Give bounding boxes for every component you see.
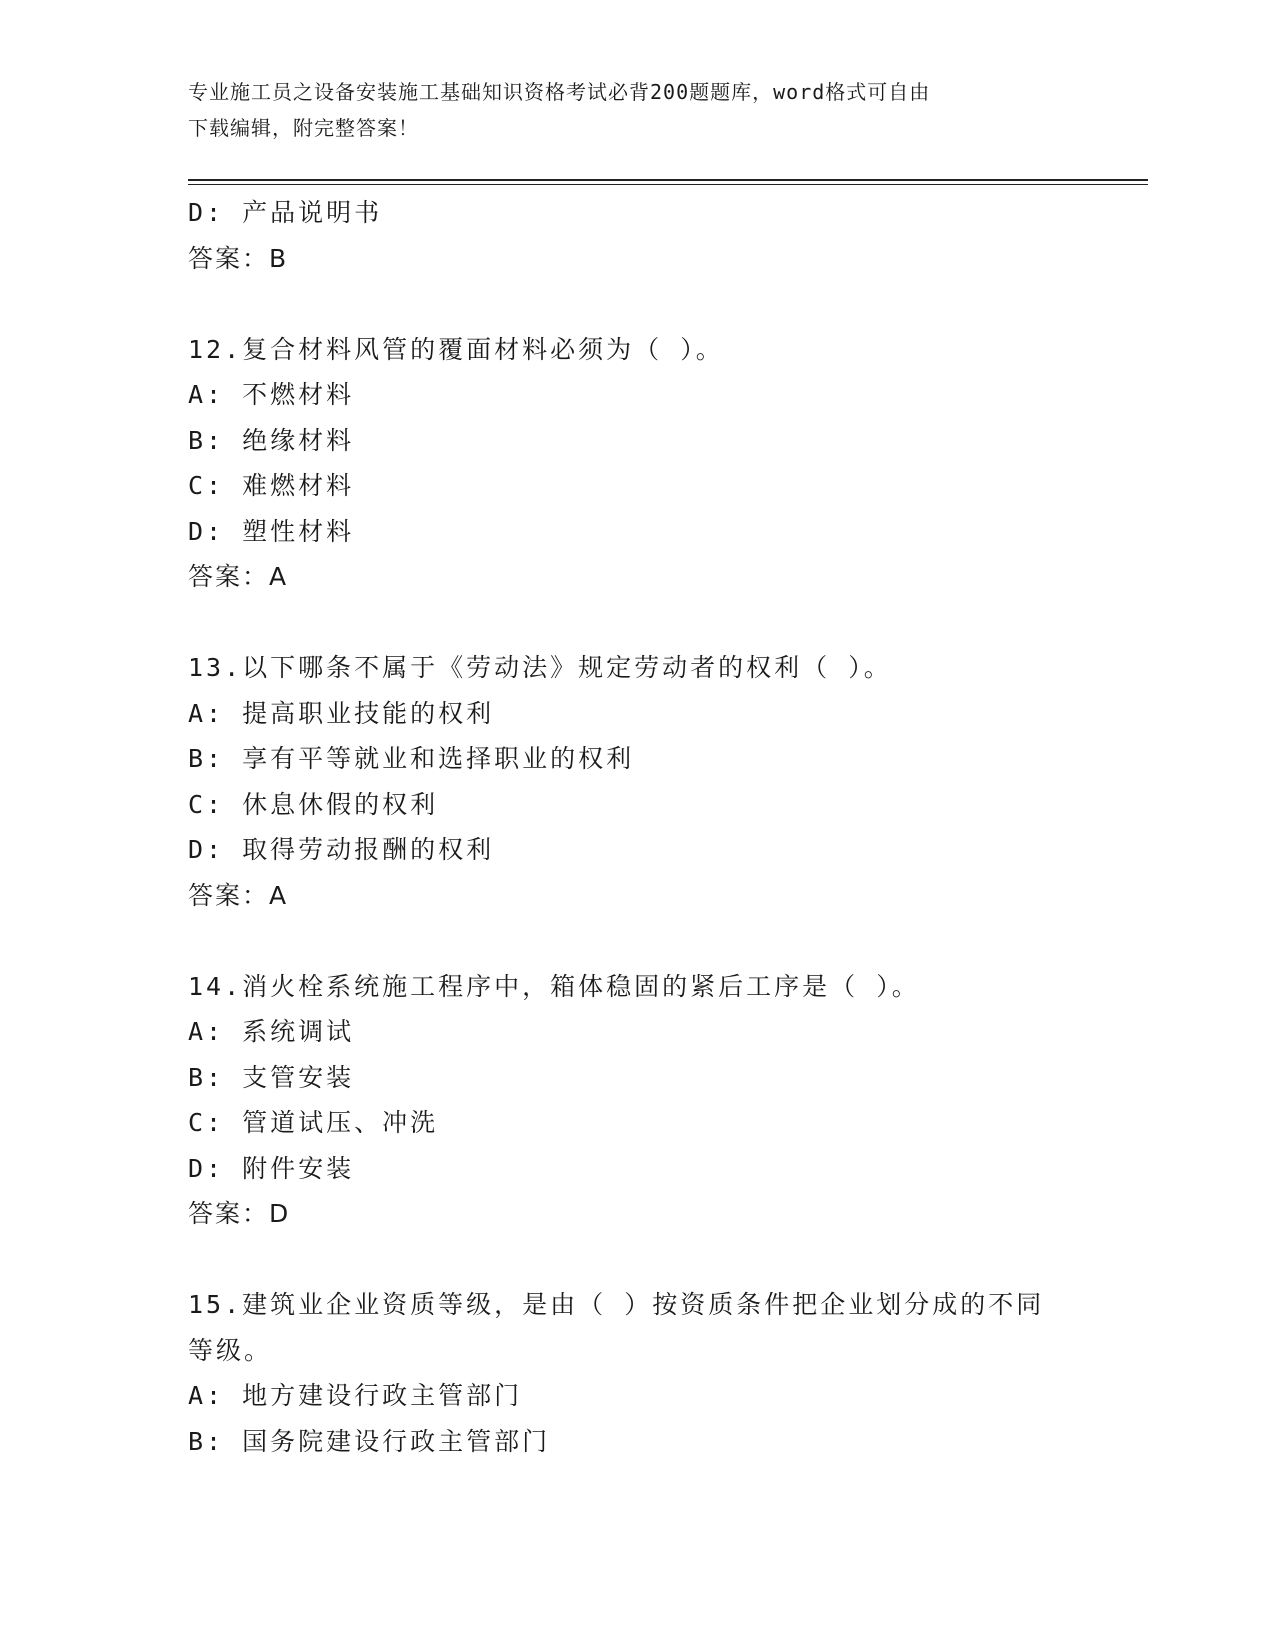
option-a: A: 系统调试 <box>188 1017 355 1046</box>
option-b: B: 国务院建设行政主管部门 <box>188 1426 551 1456</box>
option-d: D: 附件安装 <box>188 1153 355 1183</box>
option-c: C: 难燃材料 <box>188 471 355 500</box>
header-line-1: 专业施工员之设备安装施工基础知识资格考试必背200题题库，word格式可自由 <box>188 80 931 104</box>
question-stem: 14.消火栓系统施工程序中，箱体稳固的紧后工序是（ ）。 <box>188 971 920 1001</box>
question-list <box>188 190 1108 1464</box>
option-d: D: 塑性材料 <box>188 516 355 546</box>
option-b: B: 享有平等就业和选择职业的权利 <box>188 744 635 773</box>
question-stem-line-2: 等级。 <box>188 1335 273 1365</box>
option-a: A: 地方建设行政主管部门 <box>188 1381 523 1410</box>
answer-line: 答案：A <box>188 880 289 910</box>
answer-line: 答案：B <box>188 243 289 273</box>
spacer <box>188 1237 1108 1283</box>
option-d: D: 取得劳动报酬的权利 <box>188 835 495 864</box>
spacer <box>188 281 1108 327</box>
option-d: D: 产品说明书 <box>188 198 383 227</box>
option-b: B: 绝缘材料 <box>188 425 355 455</box>
header-line-2: 下载编辑，附完整答案！ <box>188 116 419 140</box>
question-stem: 12.复合材料风管的覆面材料必须为（ ）。 <box>188 334 724 364</box>
question-stem-line-1: 15.建筑业企业资质等级，是由（ ）按资质条件把企业划分成的不同 <box>188 1290 1045 1319</box>
question-15 <box>188 1282 1108 1464</box>
option-c: C: 管道试压、冲洗 <box>188 1108 439 1137</box>
spacer <box>188 918 1108 964</box>
spacer <box>188 600 1108 646</box>
answer-line: 答案：A <box>188 562 289 591</box>
answer-line: 答案：D <box>188 1199 291 1228</box>
option-a: A: 不燃材料 <box>188 380 355 409</box>
question-14 <box>188 964 1108 1237</box>
question-13 <box>188 645 1108 918</box>
header-divider-thin <box>188 184 1148 185</box>
question-12 <box>188 327 1108 600</box>
header-divider-thick <box>188 179 1148 181</box>
question-stem: 13.以下哪条不属于《劳动法》规定劳动者的权利（ ）。 <box>188 653 892 682</box>
option-a: A: 提高职业技能的权利 <box>188 698 495 728</box>
page-header <box>188 74 1088 146</box>
option-c: C: 休息休假的权利 <box>188 789 439 819</box>
option-b: B: 支管安装 <box>188 1062 355 1092</box>
